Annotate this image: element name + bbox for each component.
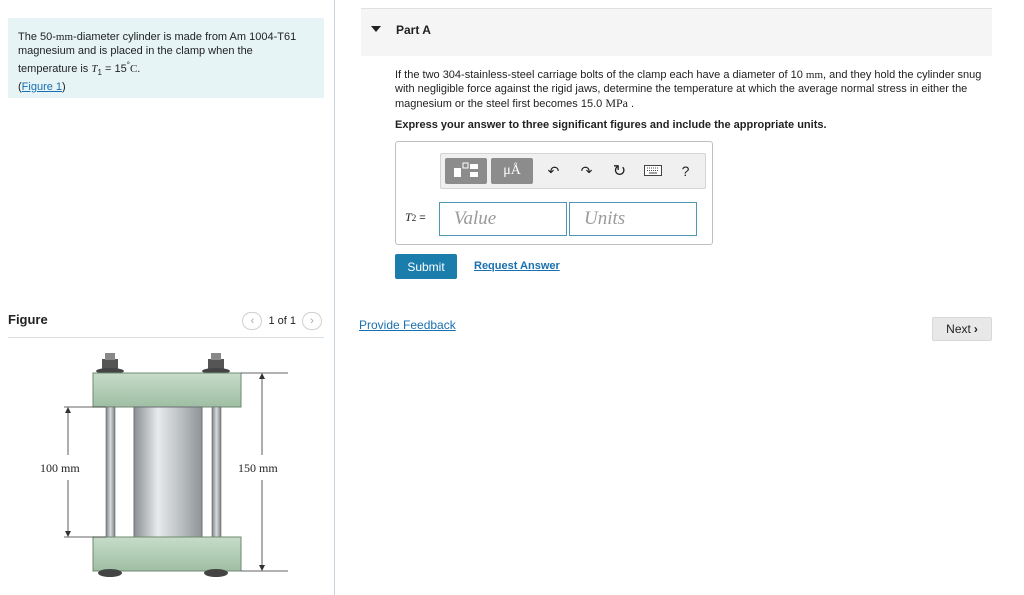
top-nut-right: [202, 353, 230, 374]
label-100mm: 100 mm: [40, 461, 80, 475]
bolt-left: [106, 407, 115, 537]
bottom-nut-left: [98, 569, 122, 577]
keyboard-icon: [644, 163, 662, 179]
problem-statement: The 50-mm-diameter cylinder is made from Am 1004-T61 magnesium and is placed in the clamp when the temperature is $T_1 = 15^\circ C$. (Figure 1): [8, 18, 324, 98]
value-input[interactable]: [439, 202, 567, 236]
collapse-triangle-icon[interactable]: [371, 26, 381, 32]
templates-button[interactable]: [445, 158, 487, 184]
units-button[interactable]: μÅ: [491, 158, 533, 184]
left-panel: [0, 0, 335, 595]
part-header[interactable]: [361, 8, 992, 56]
next-button[interactable]: Next ›: [932, 317, 992, 341]
prev-figure-button[interactable]: [242, 312, 262, 330]
figure-link[interactable]: Figure 1: [21, 80, 63, 93]
chevron-left-icon: ‹: [250, 315, 255, 327]
help-button[interactable]: ?: [681, 163, 690, 179]
label-150mm: 150 mm: [238, 461, 278, 475]
keyboard-button[interactable]: [636, 158, 669, 184]
submit-button[interactable]: Submit: [395, 254, 457, 279]
units-input[interactable]: [569, 202, 697, 236]
reset-button[interactable]: [603, 158, 636, 184]
part-title: Part A: [396, 23, 431, 37]
undo-icon: ↶: [547, 162, 560, 179]
provide-feedback-link[interactable]: Provide Feedback: [359, 318, 456, 332]
pager-text: 1 of 1: [268, 315, 296, 327]
instructions: Express your answer to three significant figures and include the appropriate units.: [395, 119, 827, 131]
top-nut-left: [96, 353, 124, 374]
reset-icon: ↻: [612, 163, 627, 180]
math-toolbar: [440, 153, 706, 189]
figure-title: Figure: [8, 312, 48, 327]
figure-pager: [242, 312, 322, 330]
request-answer-link[interactable]: Request Answer: [474, 260, 560, 272]
chevron-right-icon: ›: [310, 315, 314, 327]
top-jaw: [93, 373, 241, 407]
bolt-right: [212, 407, 221, 537]
bottom-nut-right: [204, 569, 228, 577]
magnesium-cylinder: [134, 407, 202, 537]
t2-label: T2 =: [405, 210, 426, 224]
problem-text: The 50-mm-diameter cylinder is made from Am 1004-T61 magnesium and is placed in the clamp when the temperature is $T_1 = 15^\circ C$.: [18, 31, 297, 77]
answer-box: [395, 141, 713, 245]
clamp-figure: [8, 345, 324, 590]
question-text: If the two 304-stainless-steel carriage bolts of the clamp each have a diameter of 10 mm, and they hold the cylinder snug with negligible force against the rigid jaws, determine the temperature at which the average normal stress in either the magnesium or the steel first becomes 15.0 MPa .: [395, 69, 982, 110]
redo-button[interactable]: [570, 158, 603, 184]
figure-header: [8, 308, 324, 338]
chevron-right-icon: ›: [973, 322, 978, 336]
redo-icon: ↷: [580, 162, 593, 179]
bottom-jaw: [93, 537, 241, 571]
templates-icon: [453, 162, 479, 181]
next-figure-button[interactable]: [302, 312, 322, 330]
undo-button[interactable]: [537, 158, 570, 184]
